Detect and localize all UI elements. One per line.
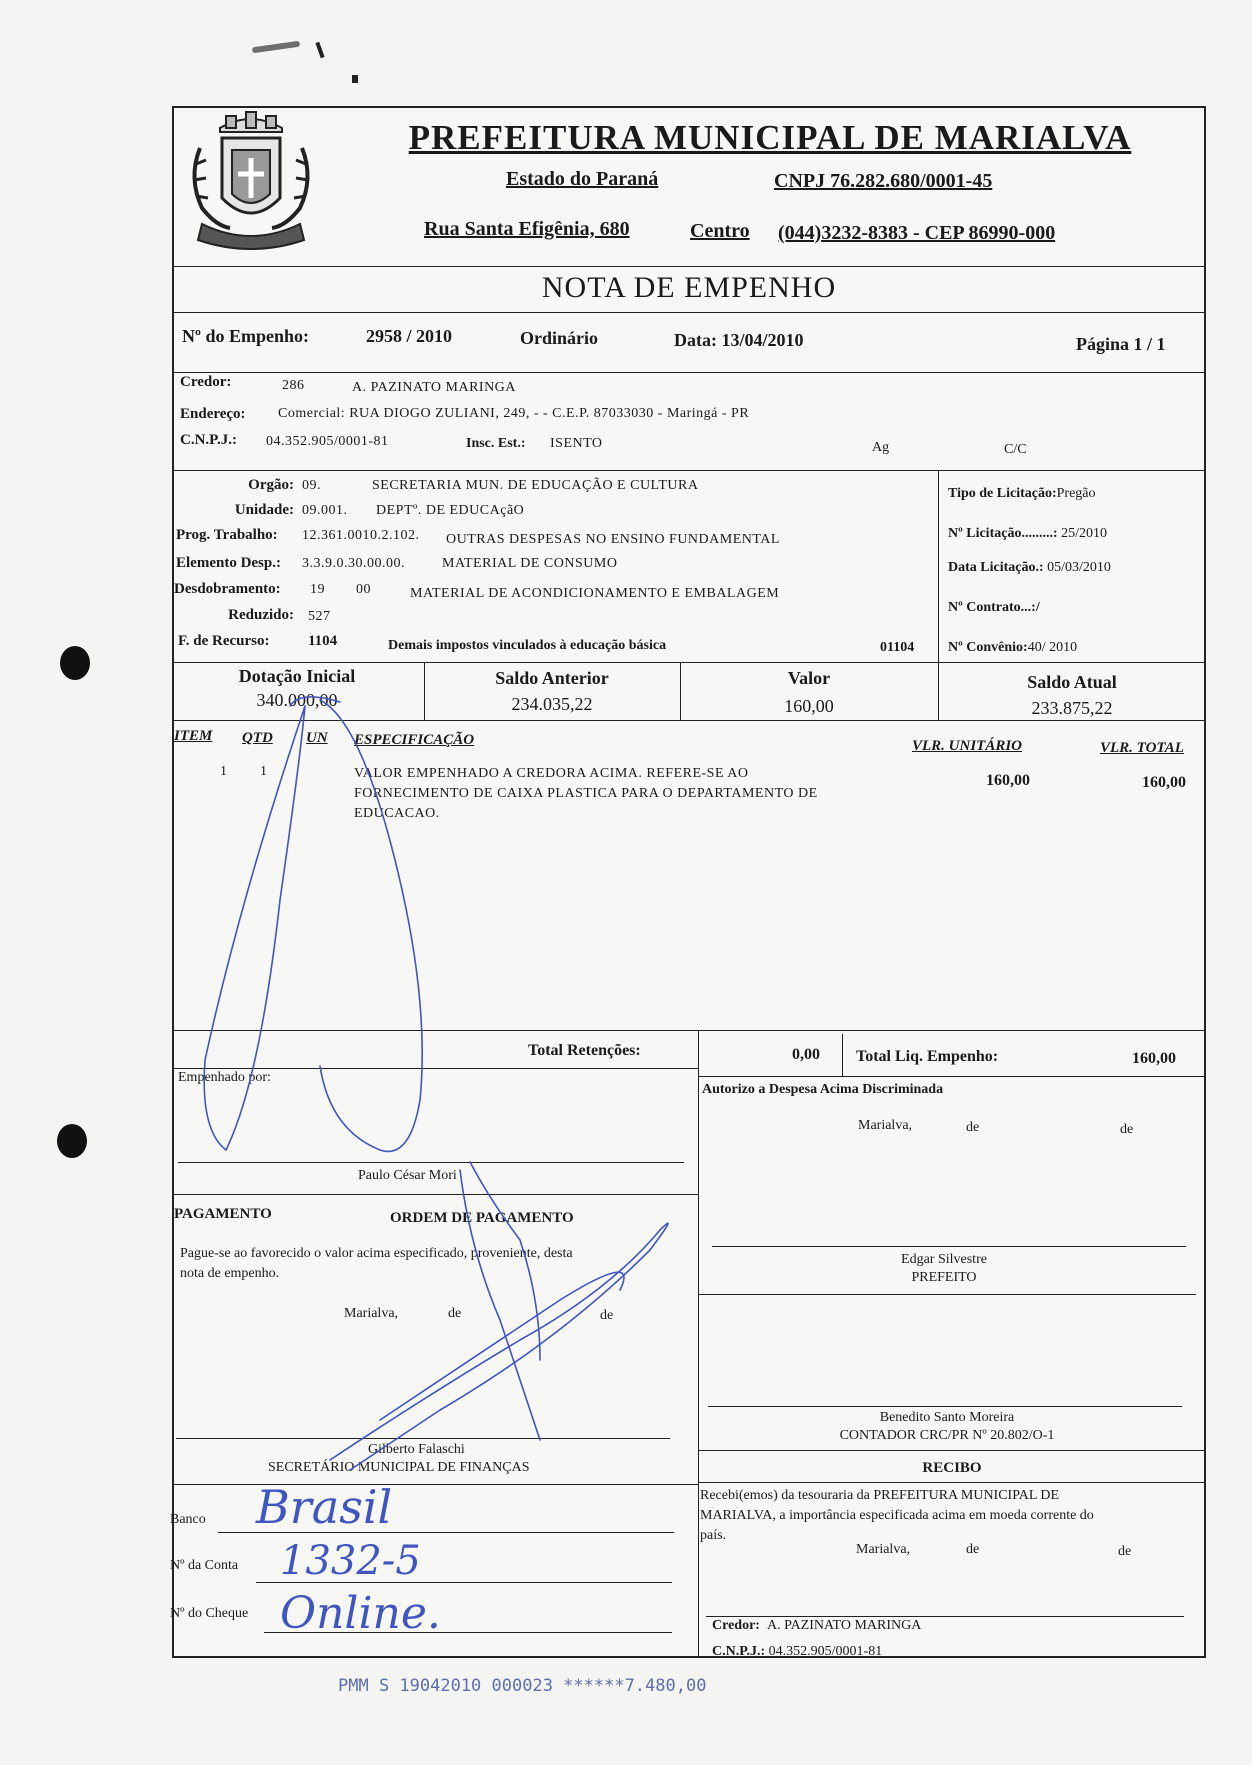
unidade-label: Unidade: bbox=[234, 502, 294, 518]
ordem-de-1: de bbox=[448, 1306, 462, 1321]
district-label: Centro bbox=[690, 220, 750, 242]
recibo-cnpj: C.N.P.J.: 04.352.905/0001-81 bbox=[712, 1644, 883, 1659]
bank-stamp: PMM S 19042010 000023 ******7.480,00 bbox=[338, 1676, 707, 1696]
desdobramento-sub: 00 bbox=[356, 582, 371, 597]
contador-name: Benedito Santo Moreira bbox=[879, 1410, 1015, 1425]
recibo-line3: país. bbox=[700, 1528, 727, 1543]
valor-label: Valor bbox=[787, 668, 831, 688]
prog-label: Prog. Trabalho: bbox=[176, 527, 278, 543]
handwritten-conta: 1332-5 bbox=[280, 1538, 421, 1584]
street-address: Rua Santa Efigênia, 680 bbox=[424, 218, 630, 240]
recibo-de-1: de bbox=[966, 1542, 980, 1557]
unidade-code: 09.001. bbox=[302, 503, 348, 518]
empenhado-label: Empenhado por: bbox=[178, 1070, 271, 1085]
empenho-date: Data: 13/04/2010 bbox=[674, 330, 804, 350]
total-retencoes-value: 0,00 bbox=[792, 1046, 820, 1063]
phone-cep: (044)3232-8383 - CEP 86990-000 bbox=[778, 222, 1056, 244]
total-retencoes-label: Total Retenções: bbox=[528, 1042, 641, 1059]
ordem-de-2: de bbox=[600, 1308, 614, 1323]
conta-label: Nº da Conta bbox=[170, 1558, 239, 1573]
recibo-line1: Recebi(emos) da tesouraria da PREFEITURA MUNICIPAL DE bbox=[700, 1488, 1060, 1503]
saldo-atual-label: Saldo Atual bbox=[1027, 672, 1117, 692]
prefeito-title: PREFEITO bbox=[911, 1270, 977, 1285]
recurso-label: F. de Recurso: bbox=[178, 633, 270, 649]
item-qtd: 1 bbox=[260, 764, 268, 779]
cnpj-credor-label: C.N.P.J.: bbox=[180, 432, 237, 448]
secretario-name: Gilberto Falaschi bbox=[368, 1442, 465, 1457]
elemento-name: MATERIAL DE CONSUMO bbox=[442, 556, 618, 571]
credor-address: Comercial: RUA DIOGO ZULIANI, 249, - - C.E.P. 87033030 - Maringá - PR bbox=[278, 406, 750, 421]
signature-paulo bbox=[460, 1162, 540, 1440]
cnpj-label: CNPJ 76.282.680/0001-45 bbox=[774, 170, 993, 192]
item-spec-line3: EDUCACAO. bbox=[354, 806, 440, 821]
ordem-pagamento-label: ORDEM DE PAGAMENTO bbox=[390, 1210, 574, 1226]
item-unit-value: 160,00 bbox=[986, 772, 1030, 789]
dotacao-slash bbox=[290, 697, 340, 706]
num-licitacao: Nº Licitação.........: 25/2010 bbox=[948, 526, 1107, 541]
credor-code: 286 bbox=[282, 378, 305, 393]
valor-value: 160,00 bbox=[784, 696, 834, 716]
col-item: ITEM bbox=[174, 728, 213, 744]
desdobramento-code: 19 bbox=[310, 582, 325, 597]
empenhado-name: Paulo César Mori bbox=[358, 1168, 457, 1183]
handwritten-cheque: Online. bbox=[280, 1588, 441, 1639]
state-label: Estado do Paraná bbox=[506, 168, 659, 190]
handwritten-banco: Brasil bbox=[256, 1480, 393, 1534]
col-qtd: QTD bbox=[242, 730, 273, 746]
orgao-label: Orgão: bbox=[248, 477, 294, 493]
autorizo-de-1: de bbox=[966, 1120, 980, 1135]
col-vlr-total: VLR. TOTAL bbox=[1100, 740, 1184, 756]
reduzido-value: 527 bbox=[308, 609, 331, 624]
pagamento-label: PAGAMENTO bbox=[174, 1206, 272, 1222]
item-number: 1 bbox=[220, 764, 228, 779]
prog-code: 12.361.0010.2.102. bbox=[302, 528, 420, 543]
empenho-type: Ordinário bbox=[520, 328, 599, 348]
recibo-de-2: de bbox=[1118, 1544, 1132, 1559]
autorizo-label: Autorizo a Despesa Acima Discriminada bbox=[702, 1082, 944, 1097]
empenho-label: Nº do Empenho: bbox=[182, 326, 309, 346]
reduzido-label: Reduzido: bbox=[228, 607, 294, 623]
cheque-label: Nº do Cheque bbox=[170, 1606, 249, 1621]
unidade-name: DEPTº. DE EDUCAçãO bbox=[376, 503, 525, 518]
dotacao-value: 340.000,00 bbox=[256, 690, 338, 710]
recibo-city: Marialva, bbox=[856, 1542, 911, 1557]
signature-loop-right bbox=[320, 700, 422, 1151]
empenho-number: 2958 / 2010 bbox=[366, 326, 453, 346]
pague-line1: Pague-se ao favorecido o valor acima especificado, proveniente, desta bbox=[180, 1246, 573, 1261]
ordem-city: Marialva, bbox=[344, 1306, 399, 1321]
banco-label: Banco bbox=[170, 1512, 206, 1527]
desdobramento-label: Desdobramento: bbox=[174, 581, 281, 597]
document-title: NOTA DE EMPENHO bbox=[541, 271, 837, 304]
page-number: Página 1 / 1 bbox=[1076, 334, 1166, 354]
data-licitacao: Data Licitação.: 05/03/2010 bbox=[948, 560, 1111, 575]
item-spec-line2: FORNECIMENTO DE CAIXA PLASTICA PARA O DEPARTAMENTO DE bbox=[354, 786, 818, 801]
signature-loop-left bbox=[204, 706, 305, 1150]
saldo-anterior-value: 234.035,22 bbox=[511, 694, 593, 714]
page-title: PREFEITURA MUNICIPAL DE MARIALVA bbox=[408, 118, 1132, 157]
saldo-anterior-label: Saldo Anterior bbox=[495, 668, 609, 688]
col-especificacao: ESPECIFICAÇÃO bbox=[354, 732, 475, 748]
credor-name: A. PAZINATO MARINGA bbox=[352, 380, 516, 395]
secretario-title: SECRETÁRIO MUNICIPAL DE FINANÇAS bbox=[268, 1460, 530, 1475]
agency-label: Ag bbox=[872, 440, 890, 455]
contador-title: CONTADOR CRC/PR Nº 20.802/O-1 bbox=[839, 1428, 1055, 1443]
autorizo-de-2: de bbox=[1120, 1122, 1134, 1137]
credor-label: Credor: bbox=[180, 374, 232, 390]
recibo-title: RECIBO bbox=[922, 1460, 982, 1476]
prefeito-name: Edgar Silvestre bbox=[901, 1252, 987, 1267]
insc-value: ISENTO bbox=[550, 436, 603, 451]
col-un: UN bbox=[306, 730, 328, 746]
total-liq-label: Total Liq. Empenho: bbox=[856, 1048, 999, 1065]
recibo-line2: MARIALVA, a importância especificada acima em moeda corrente do bbox=[700, 1508, 1094, 1523]
elemento-label: Elemento Desp.: bbox=[176, 555, 281, 571]
desdobramento-name: MATERIAL DE ACONDICIONAMENTO E EMBALAGEM bbox=[410, 586, 780, 601]
recibo-credor: Credor: A. PAZINATO MARINGA bbox=[712, 1618, 922, 1633]
autorizo-city: Marialva, bbox=[858, 1118, 913, 1133]
num-convenio: Nº Convênio:40/ 2010 bbox=[948, 640, 1078, 655]
recurso-name: Demais impostos vinculados à educação básica bbox=[388, 638, 667, 653]
saldo-atual-value: 233.875,22 bbox=[1031, 698, 1113, 718]
orgao-code: 09. bbox=[302, 478, 321, 493]
col-vlr-unitario: VLR. UNITÁRIO bbox=[912, 738, 1023, 754]
tipo-licitacao-label: Tipo de Licitação:Pregão bbox=[948, 486, 1096, 501]
account-label: C/C bbox=[1004, 442, 1027, 457]
elemento-code: 3.3.9.0.30.00.00. bbox=[302, 556, 405, 571]
orgao-name: SECRETARIA MUN. DE EDUCAÇÃO E CULTURA bbox=[372, 478, 699, 493]
recurso-ref: 01104 bbox=[880, 640, 915, 655]
endereco-label: Endereço: bbox=[180, 406, 246, 422]
recurso-code: 1104 bbox=[308, 633, 338, 649]
prog-name: OUTRAS DESPESAS NO ENSINO FUNDAMENTAL bbox=[446, 532, 780, 547]
insc-label: Insc. Est.: bbox=[466, 436, 526, 451]
item-total-value: 160,00 bbox=[1142, 774, 1186, 791]
signature-gilberto bbox=[330, 1223, 668, 1470]
item-spec-line1: VALOR EMPENHADO A CREDORA ACIMA. REFERE-SE AO bbox=[354, 766, 749, 781]
total-liq-value: 160,00 bbox=[1132, 1050, 1176, 1067]
pague-line2: nota de empenho. bbox=[180, 1266, 280, 1281]
dotacao-label: Dotação Inicial bbox=[238, 666, 356, 686]
num-contrato: Nº Contrato...:/ bbox=[948, 600, 1040, 615]
credor-cnpj: 04.352.905/0001-81 bbox=[266, 434, 389, 449]
